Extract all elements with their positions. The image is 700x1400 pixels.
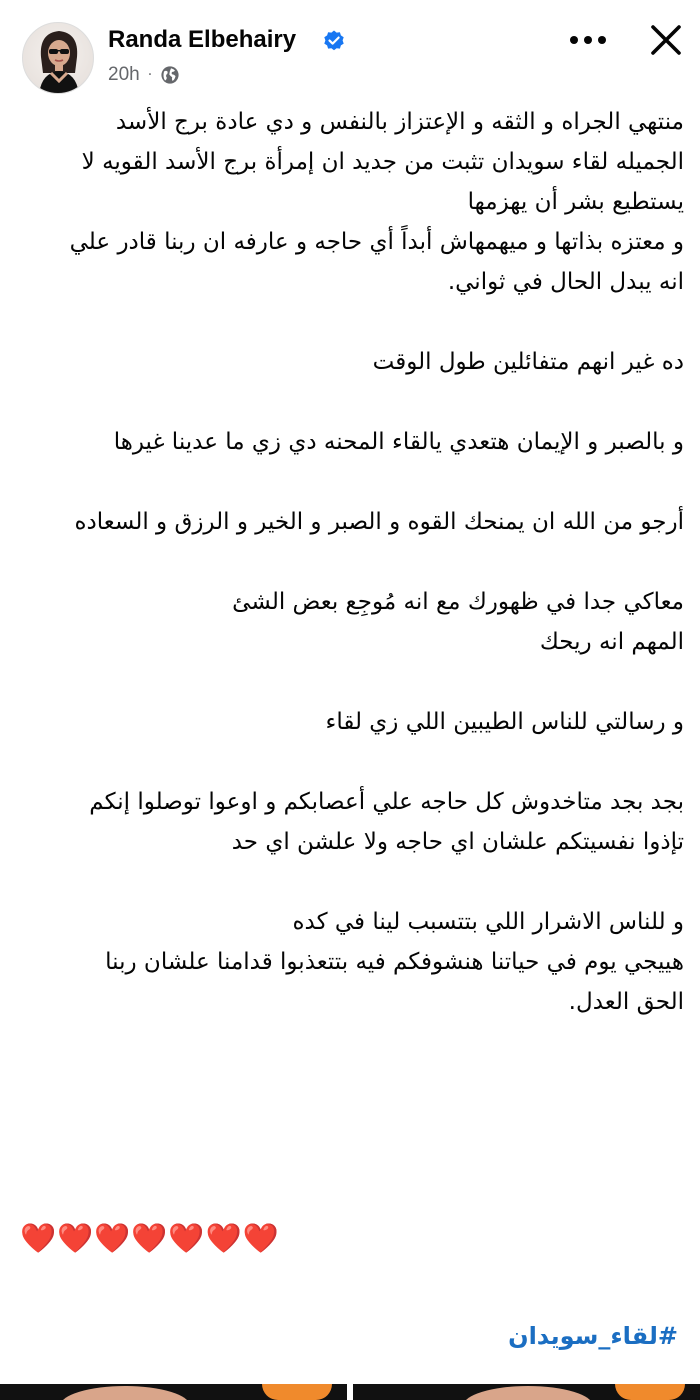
body-line: و معتزه بذاتها و ميهمهاش أبداً أي حاجه و عارفه ان ربنا قادر علي — [69, 229, 684, 255]
more-options-icon[interactable] — [566, 28, 610, 52]
body-line: الجميله لقاء سويدان تثبت من جديد ان إمرأة برج الأسد القويه لا — [81, 149, 684, 175]
body-line: منتهي الجراه و الثقه و الإعتزاز بالنفس و دي عادة برج الأسد — [115, 109, 684, 135]
body-line: معاكي جدا في ظهورك مع انه مُوجِع بعض الشئ — [232, 589, 684, 615]
body-line: بجد بجد متاخدوش كل حاجه علي أعصابكم و اوعوا توصلوا إنكم — [89, 789, 684, 815]
body-paragraph — [20, 102, 684, 302]
post-timestamp[interactable]: 20h — [108, 64, 140, 85]
body-line: انه يبدل الحال في ثواني. — [447, 269, 684, 295]
post-header — [0, 0, 700, 100]
body-line: هييجي يوم في حياتنا هنشوفكم فيه بتتعذبوا قدامنا علشان ربنا — [105, 949, 684, 975]
body-paragraph — [20, 342, 684, 382]
body-line: و رسالتي للناس الطيبين اللي زي لقاء — [325, 709, 684, 735]
image-face-shape — [463, 1386, 593, 1400]
meta-separator: · — [147, 67, 153, 83]
body-line: المهم انه ريحك — [539, 629, 684, 655]
body-line: و للناس الاشرار اللي بتتسبب لينا في كده — [292, 909, 684, 935]
globe-icon — [160, 65, 180, 85]
post-image-left[interactable] — [0, 1384, 347, 1400]
body-line: ده غير انهم متفائلين طول الوقت — [372, 349, 684, 375]
body-paragraph — [20, 702, 684, 742]
body-paragraph — [20, 782, 684, 862]
body-line: تإذوا نفسيتكم علشان اي حاجه ولا علشن اي حد — [231, 829, 684, 855]
post-image-right[interactable] — [353, 1384, 700, 1400]
body-paragraph — [20, 422, 684, 462]
body-paragraph — [20, 582, 684, 662]
heart-emojis: ❤️❤️❤️❤️❤️❤️❤️ — [20, 1221, 280, 1255]
post-images — [0, 1384, 700, 1400]
verified-badge-icon — [322, 29, 346, 53]
body-line: أرجو من الله ان يمنحك القوه و الصبر و الخير و الرزق و السعاده — [74, 509, 684, 535]
body-line: يستطيع بشر أن يهزمها — [467, 189, 684, 215]
post-body — [20, 102, 684, 1022]
image-logo-shape — [262, 1384, 332, 1400]
author-avatar[interactable] — [22, 22, 94, 94]
body-line: و بالصبر و الإيمان هتعدي يالقاء المحنه دي زي ما عدينا غيرها — [113, 429, 684, 455]
author-name[interactable]: Randa Elbehairy — [108, 26, 297, 53]
body-line: الحق العدل. — [568, 989, 684, 1015]
body-paragraph — [20, 902, 684, 1022]
close-icon[interactable] — [646, 20, 686, 60]
body-paragraph — [20, 502, 684, 542]
hashtag-link[interactable]: #لقاء_سويدان — [508, 1322, 678, 1350]
avatar-portrait — [23, 23, 94, 94]
image-logo-shape — [615, 1384, 685, 1400]
post-meta — [108, 64, 180, 86]
image-face-shape — [60, 1386, 190, 1400]
